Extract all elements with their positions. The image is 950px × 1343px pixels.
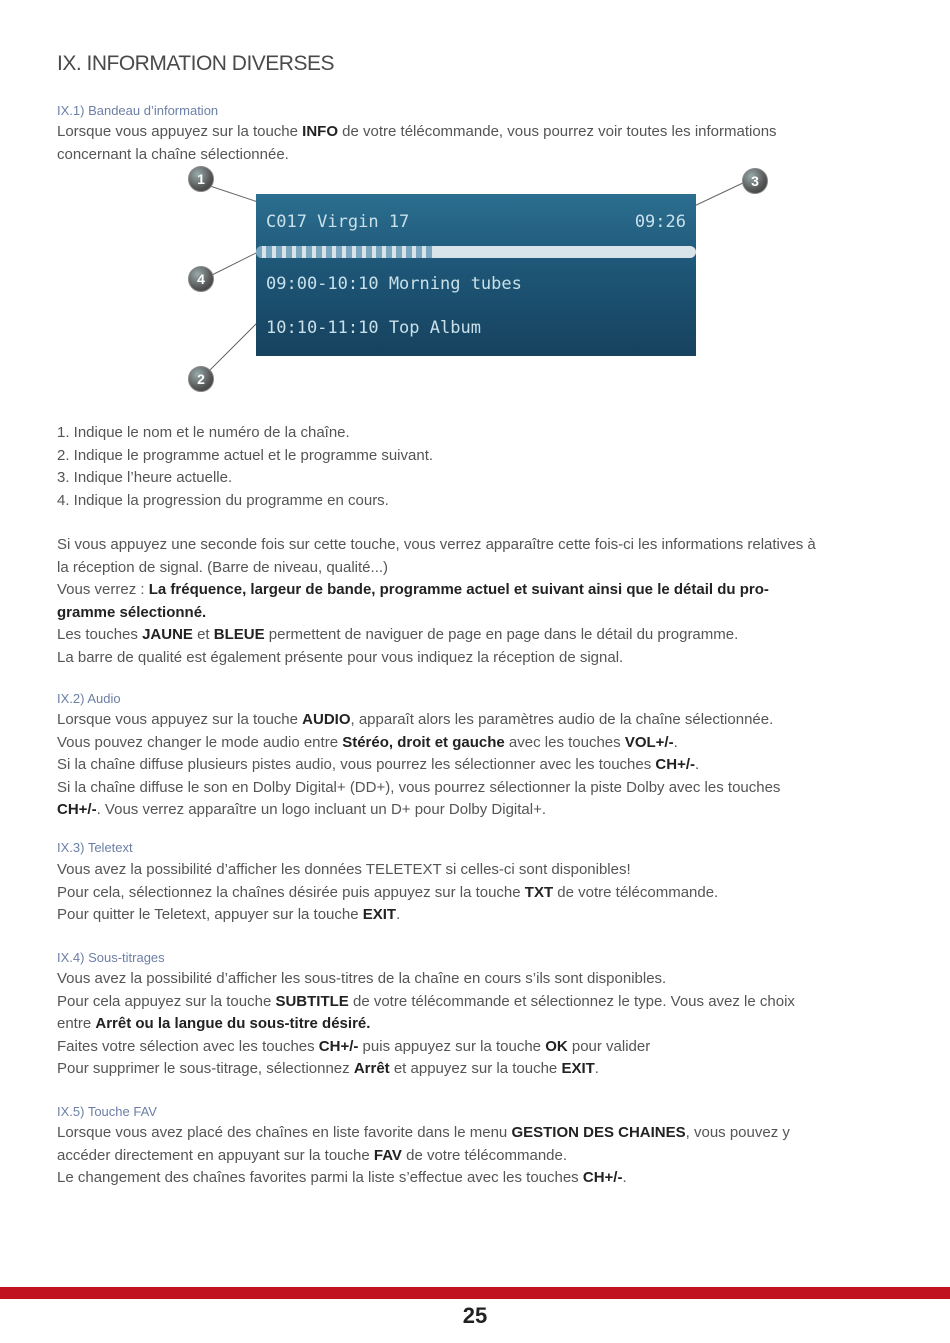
section-title-audio: IX.2) Audio xyxy=(57,691,121,706)
channel-name: C017 Virgin 17 xyxy=(266,212,410,232)
progress-fill xyxy=(256,246,432,258)
callout-legend: 1. Indique le nom et le numéro de la chaîne. 2. Indique le programme actuel et le programme suivant. 3. Indique l’heure actuelle. 4. Indique la progression du programme en cours. xyxy=(57,424,434,509)
callout-1: 1 xyxy=(188,166,214,192)
next-program: 10:10-11:10 Top Album xyxy=(266,318,481,338)
callout-3: 3 xyxy=(742,168,768,194)
current-program: 09:00-10:10 Morning tubes xyxy=(266,274,522,294)
info-banner-figure xyxy=(180,160,780,400)
info-banner-screen xyxy=(256,194,696,356)
section-title-fav: IX.5) Touche FAV xyxy=(57,1104,157,1119)
page-heading: IX. INFORMATION DIVERSES xyxy=(57,52,334,75)
fav-text: Lorsque vous avez placé des chaînes en liste favorite dans le menu GESTION DES CHAINES, vous pouvez y accéder directement en appuyant sur la touche FAV de votre télécommande. Le changement des chaînes favorites parmi la liste s’effectue avec les touches CH+/-. xyxy=(57,1124,790,1186)
section-title-bandeau: IX.1) Bandeau d’information xyxy=(57,103,219,118)
page-number: 25 xyxy=(462,1303,488,1328)
progress-bar xyxy=(256,246,696,258)
current-time: 09:26 xyxy=(634,212,686,232)
audio-text: Lorsque vous appuyez sur la touche AUDIO, apparaît alors les paramètres audio de la chaîne sélectionnée. Vous pouvez changer le mode audio entre Stéréo, droit et gauche avec les touches VOL+/-. Si la chaîne diffuse plusieurs pistes audio, vous pourrez les sélectionner avec les touches CH+/-. Si la chaîne diffuse le son en Dolby Digital+ (DD+), vous pourrez sélectionner la piste Dolby avec les touches CH+/-. Vous verrez apparaître un logo incluant un D+ pour Dolby Digital+. xyxy=(57,711,781,818)
section-title-subtitles: IX.4) Sous-titrages xyxy=(57,950,165,965)
bandeau-second-press: Si vous appuyez une seconde fois sur cette touche, vous verrez apparaître cette fois-ci les informations relatives à la réception de signal. (Barre de niveau, qualité...) Vous verrez : La fréquence, largeur de bande, programme actuel et suivant ainsi que le détail du pro- gramme sélectionné. Les touches JAUNE et BLEUE permettent de naviguer de page en page dans le détail du programme. La barre de qualité est également présente pour vous indiquez la réception de signal. xyxy=(57,536,816,666)
subtitles-text: Vous avez la possibilité d’afficher les sous-titres de la chaîne en cours s’ils sont disponibles. Pour cela appuyez sur la touche SUBTITLE de votre télécommande et sélectionnez le type. Vous avez le choix entre Arrêt ou la langue du sous-titre désiré. Faites votre sélection avec les touches CH+/- puis appuyez sur la touche OK pour valider Pour supprimer le sous-titrage, sélectionnez Arrêt et appuyez sur la touche EXIT. xyxy=(57,970,795,1077)
footer-red-bar xyxy=(0,1287,950,1299)
callout-4: 4 xyxy=(188,266,214,292)
section-title-teletext: IX.3) Teletext xyxy=(57,840,133,855)
callout-2: 2 xyxy=(188,366,214,392)
teletext-text: Vous avez la possibilité d’afficher les données TELETEXT si celles-ci sont disponibles! Pour cela, sélectionnez la chaînes désirée puis appuyez sur la touche TXT de votre télécommande. Pour quitter le Teletext, appuyer sur la touche EXIT. xyxy=(57,861,719,923)
bandeau-intro: Lorsque vous appuyez sur la touche INFO de votre télécommande, vous pourrez voir toutes les informations concernant la chaîne sélectionnée. xyxy=(57,123,777,163)
